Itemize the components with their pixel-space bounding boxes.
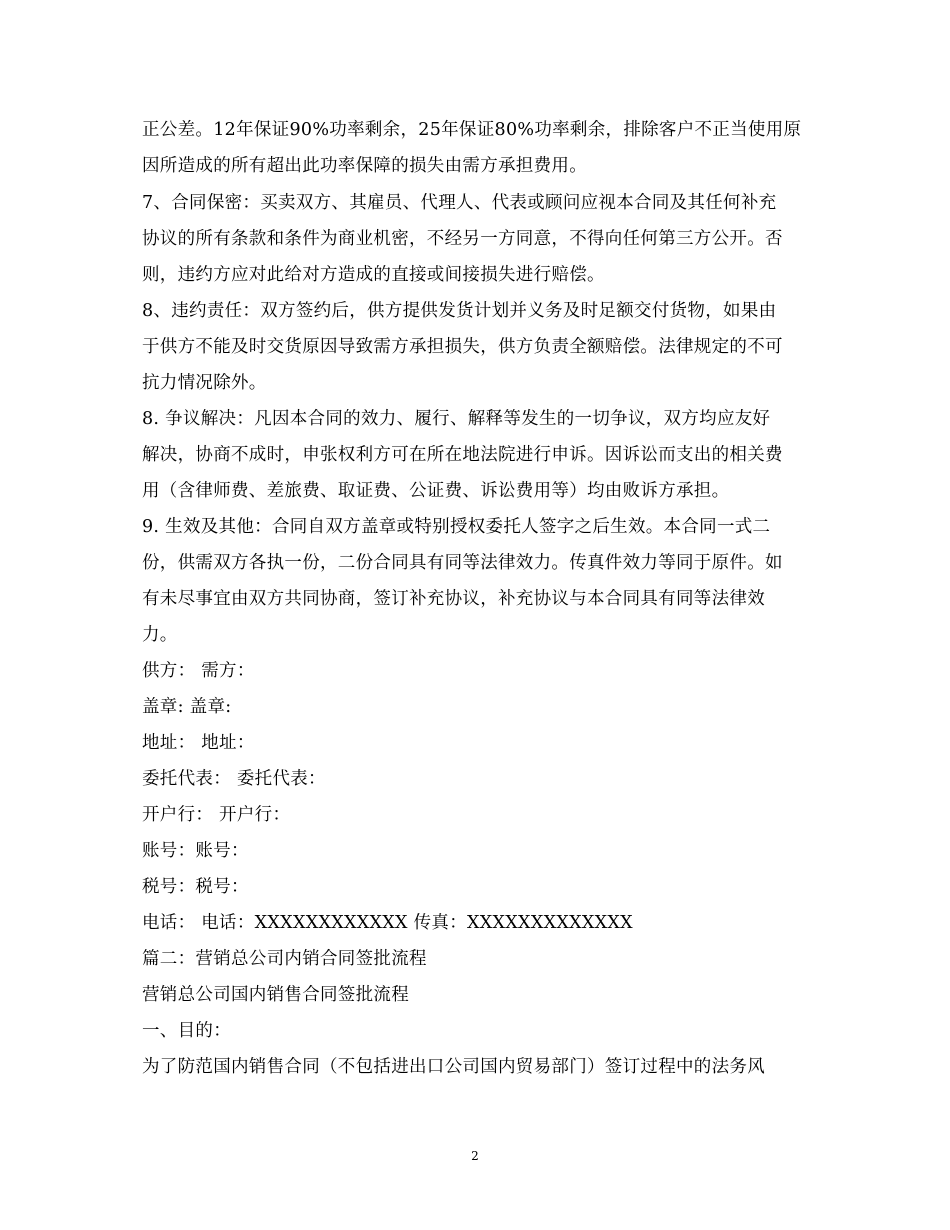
text-line: 账号：账号：	[142, 841, 249, 861]
text-line: 供方： 需方：	[142, 661, 255, 681]
text-line: 为了防范国内销售合同（不包括进出口公司国内贸易部门）签订过程中的法务风	[142, 1057, 765, 1077]
text-line: 份，供需双方各执一份，二份合同具有同等法律效力。传真件效力等同于原件。如	[142, 553, 783, 573]
text-line: 8. 争议解决：凡因本合同的效力、履行、解释等发生的一切争议，双方均应友好	[142, 409, 771, 429]
text-line: 因所造成的所有超出此功率保障的损失由需方承担费用。	[142, 156, 587, 176]
text-line: 则，违约方应对此给对方造成的直接或间接损失进行赔偿。	[142, 265, 605, 285]
text-line: 解决，协商不成时，申张权利方可在所在地法院进行申诉。因诉讼而支出的相关费	[142, 445, 783, 465]
text-line: 税号：税号：	[142, 877, 249, 897]
page-number: 2	[471, 1149, 479, 1163]
text-line: 开户行： 开户行：	[142, 805, 291, 825]
text-line: 篇二：营销总公司内销合同签批流程	[142, 949, 427, 969]
text-line: 力。	[142, 625, 178, 645]
text-line: 一、目的：	[142, 1021, 231, 1041]
text-line: 正公差。12年保证90%功率剩余，25年保证80%功率剩余，排除客户不正当使用原	[142, 120, 802, 140]
text-line: 有未尽事宜由双方共同协商，签订补充协议，补充协议与本合同具有同等法律效	[142, 589, 765, 609]
text-line: 委托代表： 委托代表：	[142, 769, 326, 789]
text-line: 8、违约责任：双方签约后，供方提供发货计划并义务及时足额交付货物，如果由	[142, 301, 777, 321]
text-line: 于供方不能及时交货原因导致需方承担损失，供方负责全额赔偿。法律规定的不可	[142, 337, 783, 357]
text-line: 7、合同保密：买卖双方、其雇员、代理人、代表或顾问应视本合同及其任何补充	[142, 193, 777, 213]
text-line: 电话： 电话：XXXXXXXXXXXX 传真：XXXXXXXXXXXXX	[142, 913, 633, 933]
text-line: 用（含律师费、差旅费、取证费、公证费、诉讼费用等）均由败诉方承担。	[142, 481, 730, 501]
text-line: 营销总公司国内销售合同签批流程	[142, 985, 409, 1005]
text-line: 9. 生效及其他：合同自双方盖章或特别授权委托人签字之后生效。本合同一式二	[142, 517, 771, 537]
text-line: 地址： 地址：	[142, 733, 255, 753]
text-line: 抗力情况除外。	[142, 373, 267, 393]
text-line: 盖章: 盖章:	[142, 697, 232, 717]
text-line: 协议的所有条款和条件为商业机密，不经另一方同意，不得向任何第三方公开。否	[142, 229, 783, 249]
